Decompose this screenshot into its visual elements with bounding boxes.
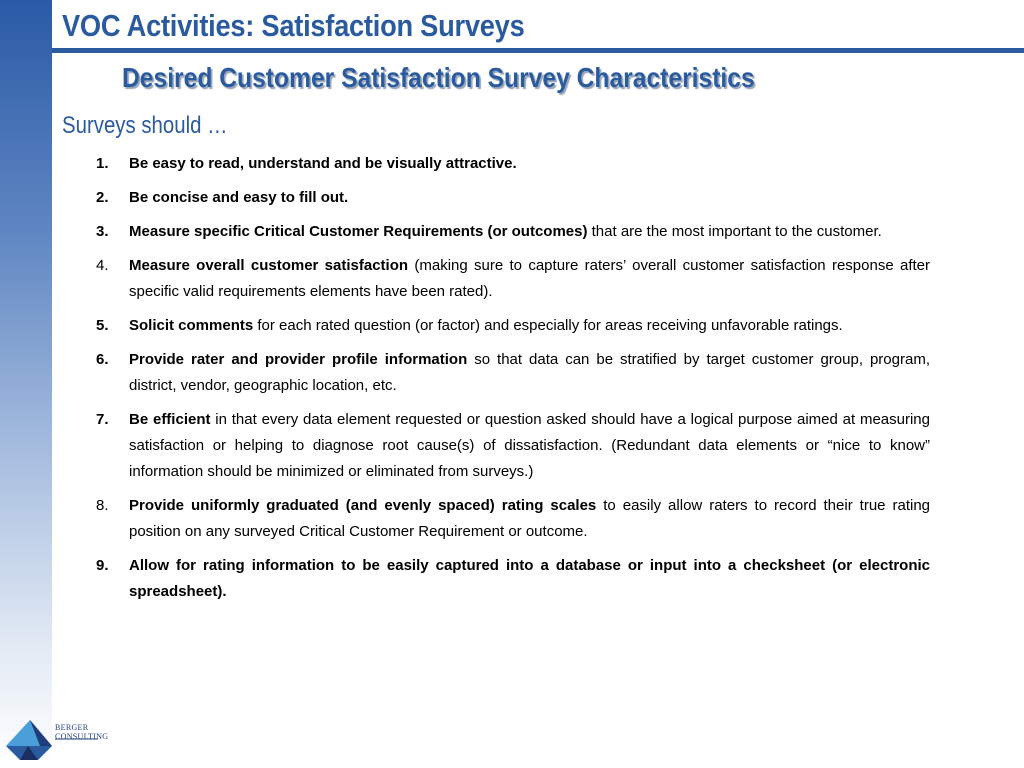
side-gradient-band	[0, 0, 52, 768]
item-lead: Solicit comments	[129, 317, 254, 334]
item-rest: in that every data element requested or question asked should have a logical purpose aimed at measuring satisfaction or helping to diagnose root cause(s) of dissatisfaction. (Redundant data elements or “nice to know” information should be minimized or eliminated from surveys.)	[129, 411, 930, 480]
item-text	[129, 407, 930, 485]
item-text	[129, 313, 930, 339]
list-item	[96, 253, 930, 305]
page-title: VOC Activities: Satisfaction Surveys	[62, 8, 525, 43]
item-text	[129, 151, 930, 177]
item-rest: so that data can be stratified by target customer group, program, district, vendor, geographic location, etc.	[129, 351, 930, 394]
item-number: 5.	[96, 317, 109, 334]
list-item	[96, 347, 930, 399]
item-lead: Be efficient	[129, 411, 211, 428]
item-number: 2.	[96, 189, 109, 206]
page-subtitle: Desired Customer Satisfaction Survey Characteristics	[122, 62, 755, 93]
logo-line-1: BERGER	[55, 723, 89, 732]
list-item	[96, 553, 930, 605]
item-text	[129, 253, 930, 305]
item-lead: Provide uniformly graduated (and evenly spaced) rating scales	[129, 497, 597, 514]
item-rest: to easily allow raters to record their true rating position on any surveyed Critical Customer Requirement or outcome.	[129, 497, 930, 540]
item-text	[129, 347, 930, 399]
item-number: 4.	[96, 257, 109, 274]
list-item	[96, 407, 930, 485]
item-lead: Be easy to read, understand and be visually attractive.	[129, 155, 517, 172]
item-text	[129, 493, 930, 545]
item-rest: that are the most important to the customer.	[587, 223, 882, 240]
logo-line-2: CONSULTING	[55, 732, 109, 741]
list-item	[96, 493, 930, 545]
item-number: 7.	[96, 411, 109, 428]
list-item	[96, 219, 930, 245]
item-text	[129, 219, 930, 245]
item-text	[129, 553, 930, 605]
item-text	[129, 185, 930, 211]
item-lead: Be concise and easy to fill out.	[129, 189, 349, 206]
characteristics-list	[96, 151, 930, 613]
item-lead: Measure specific Critical Customer Requirements (or outcomes)	[129, 223, 588, 240]
item-rest: for each rated question (or factor) and especially for areas receiving unfavorable ratings.	[253, 317, 843, 334]
item-number: 1.	[96, 155, 109, 172]
list-item	[96, 151, 930, 177]
list-item	[96, 185, 930, 211]
item-rest: (making sure to capture raters’ overall customer satisfaction response after specific valid requirements elements have been rated).	[129, 257, 930, 300]
title-divider	[52, 48, 1024, 53]
item-number: 9.	[96, 557, 109, 574]
list-item	[96, 313, 930, 339]
item-number: 3.	[96, 223, 109, 240]
item-lead: Provide rater and provider profile information	[129, 351, 468, 368]
company-logo	[0, 716, 110, 762]
item-number: 6.	[96, 351, 109, 368]
item-lead: Measure overall customer satisfaction	[129, 257, 409, 274]
intro-text: Surveys should …	[62, 112, 228, 139]
item-lead: Allow for rating information to be easily captured into a database or input into a checksheet (or electronic spreadsheet).	[129, 557, 930, 600]
logo-wordmark	[55, 723, 108, 741]
item-number: 8.	[96, 497, 109, 514]
